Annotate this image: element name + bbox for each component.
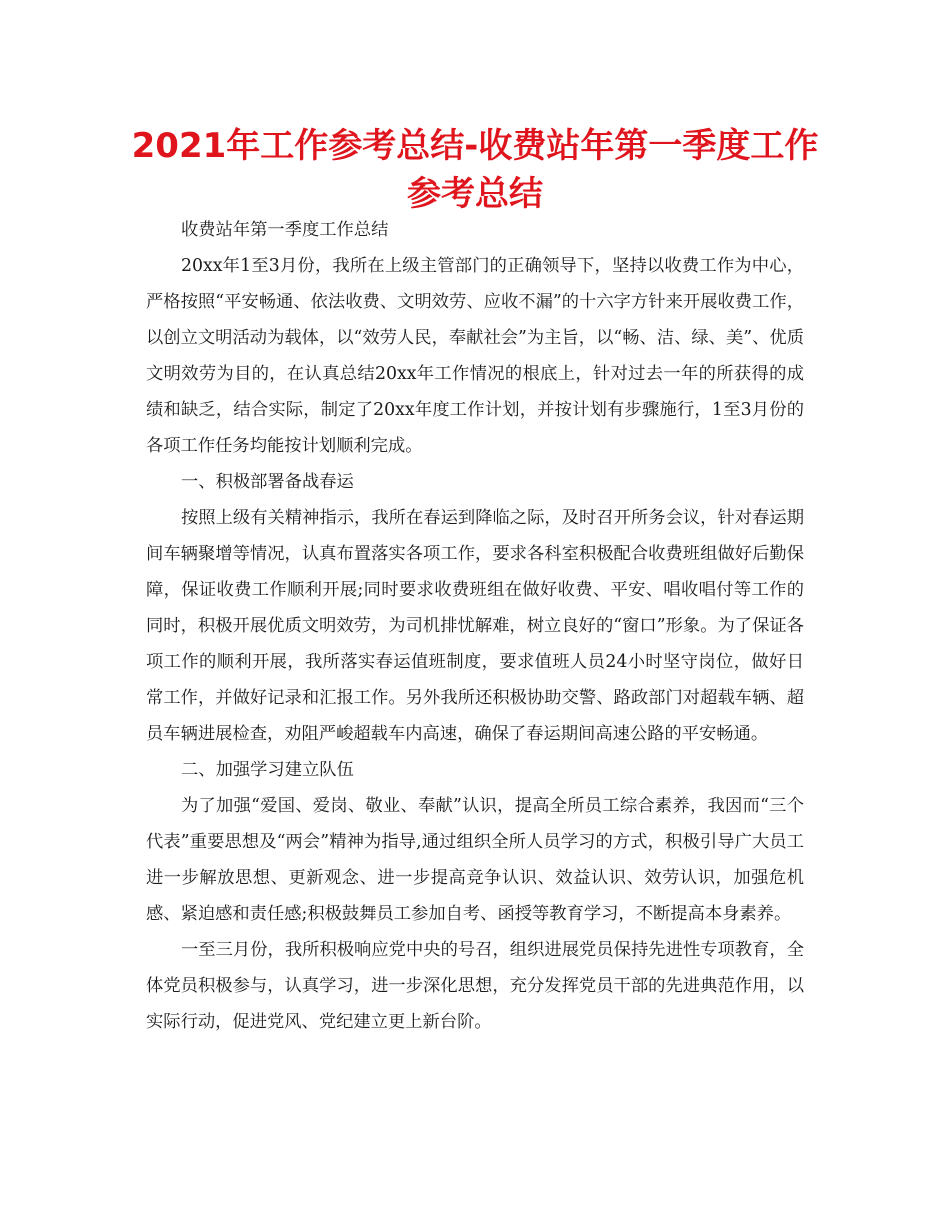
section-heading-spring-transport: 一、积极部署备战春运 (181, 472, 354, 492)
study-team-paragraph: 为了加强“爱国、爱岗、敬业、奉献”认识，提高全所员工综合素养，我因而“三个代表”重要思想及“两会”精神为指导,通过组织全所人员学习的方式，积极引导广大员工进一步解放思想、更新观念、进一步提高竞争认识、效益认识、效劳认识，加强危机感、紧迫感和责任感;积极鼓舞员工参加自考、函授等教育学习，不断提高本身素养。 (146, 796, 804, 924)
party-education-paragraph: 一至三月份，我所积极响应党中央的号召，组织进展党员保持先进性专项教育，全体党员积极参与，认真学习，进一步深化思想，充分发挥党员干部的先进典范作用，以实际行动，促进党风、党纪建立更上新台阶。 (146, 940, 804, 1032)
section-heading-study-team: 二、加强学习建立队伍 (181, 760, 354, 780)
intro-paragraph: 20xx年1至3月份，我所在上级主管部门的正确领导下，坚持以收费工作为中心，严格按照“平安畅通、依法收费、文明效劳、应收不漏”的十六字方针来开展收费工作，以创立文明活动为载体，以“效劳人民，奉献社会”为主旨，以“畅、洁、绿、美”、优质文明效劳为目的，在认真总结20xx年工作情况的根底上，针对过去一年的所获得的成绩和缺乏，结合实际，制定了20xx年度工作计划，并按计划有步骤施行，1至3月份的各项工作任务均能按计划顺利完成。 (146, 256, 804, 456)
document-body (146, 212, 804, 1040)
spring-transport-paragraph: 按照上级有关精神指示，我所在春运到降临之际，及时召开所务会议，针对春运期间车辆聚增等情况，认真布置落实各项工作，要求各科室积极配合收费班组做好后勤保障，保证收费工作顺利开展;同时要求收费班组在做好收费、平安、唱收唱付等工作的同时，积极开展优质文明效劳，为司机排忧解难，树立良好的“窗口”形象。为了保证各项工作的顺利开展，我所落实春运值班制度，要求值班人员24小时坚守岗位，做好日常工作，并做好记录和汇报工作。另外我所还积极协助交警、路政部门对超载车辆、超员车辆进展检查，劝阻严峻超载车内高速，确保了春运期间高速公路的平安畅通。 (146, 508, 804, 744)
subtitle-paragraph: 收费站年第一季度工作总结 (181, 220, 389, 240)
document-title: 2021年工作参考总结-收费站年第一季度工作参考总结 (131, 126, 819, 214)
